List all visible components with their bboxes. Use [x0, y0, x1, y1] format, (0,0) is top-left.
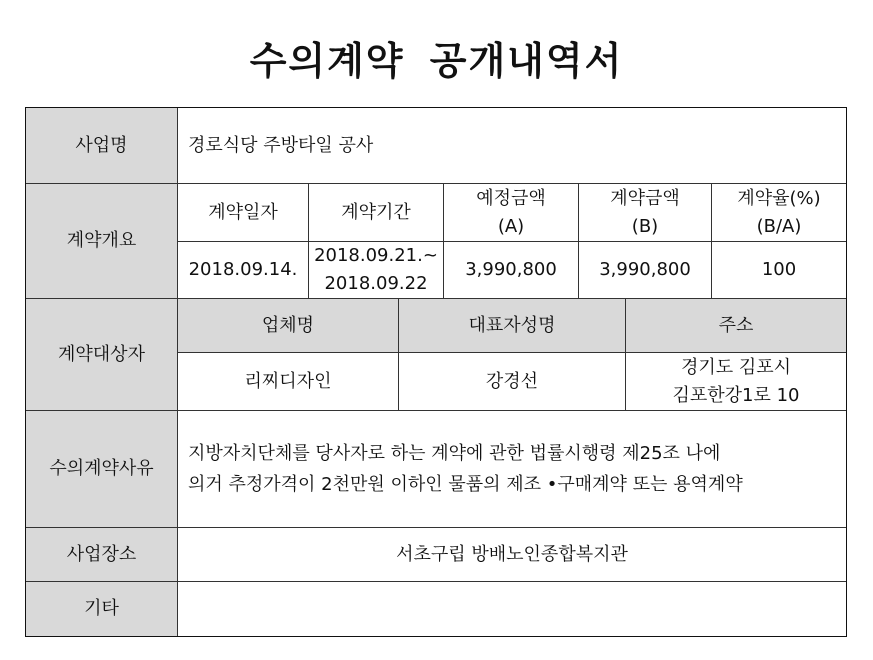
- estimated-amount-header: 예정금액 (A): [443, 183, 579, 242]
- representative-header: 대표자성명: [398, 298, 626, 353]
- location-value: 서초구립 방배노인종합복지관: [177, 527, 847, 582]
- contract-overview-label: 계약개요: [25, 183, 178, 299]
- other-value: [177, 581, 847, 637]
- reason-label: 수의계약사유: [25, 410, 178, 528]
- reason-value: 지방자치단체를 당사자로 하는 계약에 관한 법률시행령 제25조 나에 의거 추정가격이 2천만원 이하인 물품의 제조 •구매계약 또는 용역계약: [177, 410, 847, 528]
- page-title: 수의계약 공개내역서: [249, 39, 624, 83]
- contract-date-value: 2018.09.14.: [177, 241, 309, 299]
- contract-date-header: 계약일자: [177, 183, 309, 242]
- address-value: 경기도 김포시 김포한강1로 10: [625, 352, 847, 411]
- other-label: 기타: [25, 581, 178, 637]
- business-name-value: 경로식당 주방타일 공사: [177, 107, 847, 184]
- contract-disclosure-table: [25, 107, 847, 637]
- contract-ratio-header: 계약율(%) (B/A): [711, 183, 847, 242]
- contract-period-header: 계약기간: [308, 183, 444, 242]
- estimated-amount-value: 3,990,800: [443, 241, 579, 299]
- contract-amount-header: 계약금액 (B): [578, 183, 712, 242]
- contractor-label: 계약대상자: [25, 298, 178, 411]
- contract-ratio-value: 100: [711, 241, 847, 299]
- address-header: 주소: [625, 298, 847, 353]
- representative-value: 강경선: [398, 352, 626, 411]
- contract-period-value: 2018.09.21.~ 2018.09.22: [308, 241, 444, 299]
- company-name-value: 리찌디자인: [177, 352, 399, 411]
- location-label: 사업장소: [25, 527, 178, 582]
- business-name-label: 사업명: [25, 107, 178, 184]
- contract-amount-value: 3,990,800: [578, 241, 712, 299]
- company-name-header: 업체명: [177, 298, 399, 353]
